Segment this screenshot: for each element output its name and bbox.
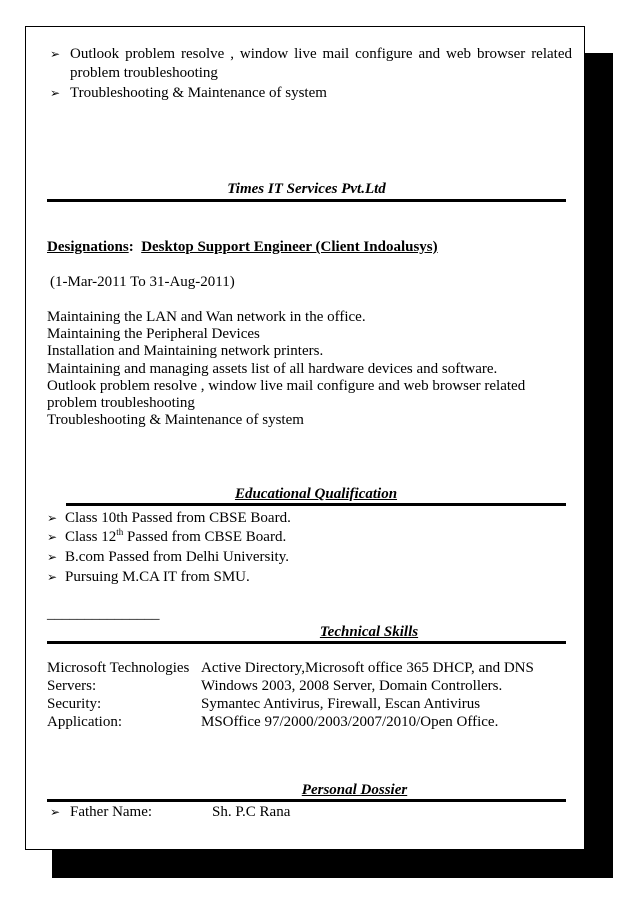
education-item-2: Class 12th Passed from CBSE Board. [65,527,287,545]
duty-5: Outlook problem resolve , window live mail configure and web browser related [47,378,526,394]
bullet-arrow-icon: ➢ [50,47,61,61]
education-heading: Educational Qualification [234,486,398,502]
duty-5-cont: problem troubleshooting [47,395,195,411]
father-name-value: Sh. P.C Rana [212,804,291,820]
education-item-3: B.com Passed from Delhi University. [65,549,289,565]
section-rule [47,641,566,644]
education-item-4: Pursuing M.CA IT from SMU. [65,569,250,585]
skill-value-3: Symantec Antivirus, Firewall, Escan Antivirus [201,696,481,712]
designation-label: Designations [47,239,129,255]
skill-value-1: Active Directory,Microsoft office 365 DHCP, and DNS [201,660,534,676]
top-bullet-1-cont: problem troubleshooting [70,65,218,81]
underscore-divider: _______________ [47,606,160,622]
duty-1: Maintaining the LAN and Wan network in the office. [47,309,366,325]
skill-label-2: Servers: [47,678,97,694]
personal-heading: Personal Dossier [301,782,408,798]
bullet-arrow-icon: ➢ [50,86,61,100]
duty-4: Maintaining and managing assets list of all hardware devices and software. [47,361,498,377]
duty-3: Installation and Maintaining network printers. [47,343,324,359]
bullet-arrow-icon: ➢ [47,530,58,544]
section-rule [66,503,566,506]
skill-label-3: Security: [47,696,102,712]
skills-heading: Technical Skills [319,624,419,640]
education-item-1: Class 10th Passed from CBSE Board. [65,510,291,526]
bullet-arrow-icon: ➢ [50,805,61,819]
skill-label-1: Microsoft Technologies [47,660,190,676]
bullet-arrow-icon: ➢ [47,550,58,564]
skill-value-2: Windows 2003, 2008 Server, Domain Controllers. [201,678,503,694]
skill-label-4: Application: [47,714,122,730]
duty-6: Troubleshooting & Maintenance of system [47,412,304,428]
skill-value-4: MSOffice 97/2000/2003/2007/2010/Open Office. [201,714,499,730]
company-heading: Times IT Services Pvt.Ltd [227,181,386,197]
bullet-arrow-icon: ➢ [47,511,58,525]
duty-2: Maintaining the Peripheral Devices [47,326,260,342]
section-rule [47,799,566,802]
bullet-arrow-icon: ➢ [47,570,58,584]
top-bullet-1: Outlook problem resolve , window live mail configure and web browser related [70,46,572,62]
father-name-label: Father Name: [70,804,153,820]
designation-value: Desktop Support Engineer (Client Indoalusys) [141,239,438,255]
top-bullet-2: Troubleshooting & Maintenance of system [70,85,327,101]
designation-line: Designations: Desktop Support Engineer (Client Indoalusys) [47,239,438,255]
section-rule [47,199,566,202]
employment-period: (1-Mar-2011 To 31-Aug-2011) [50,274,235,290]
